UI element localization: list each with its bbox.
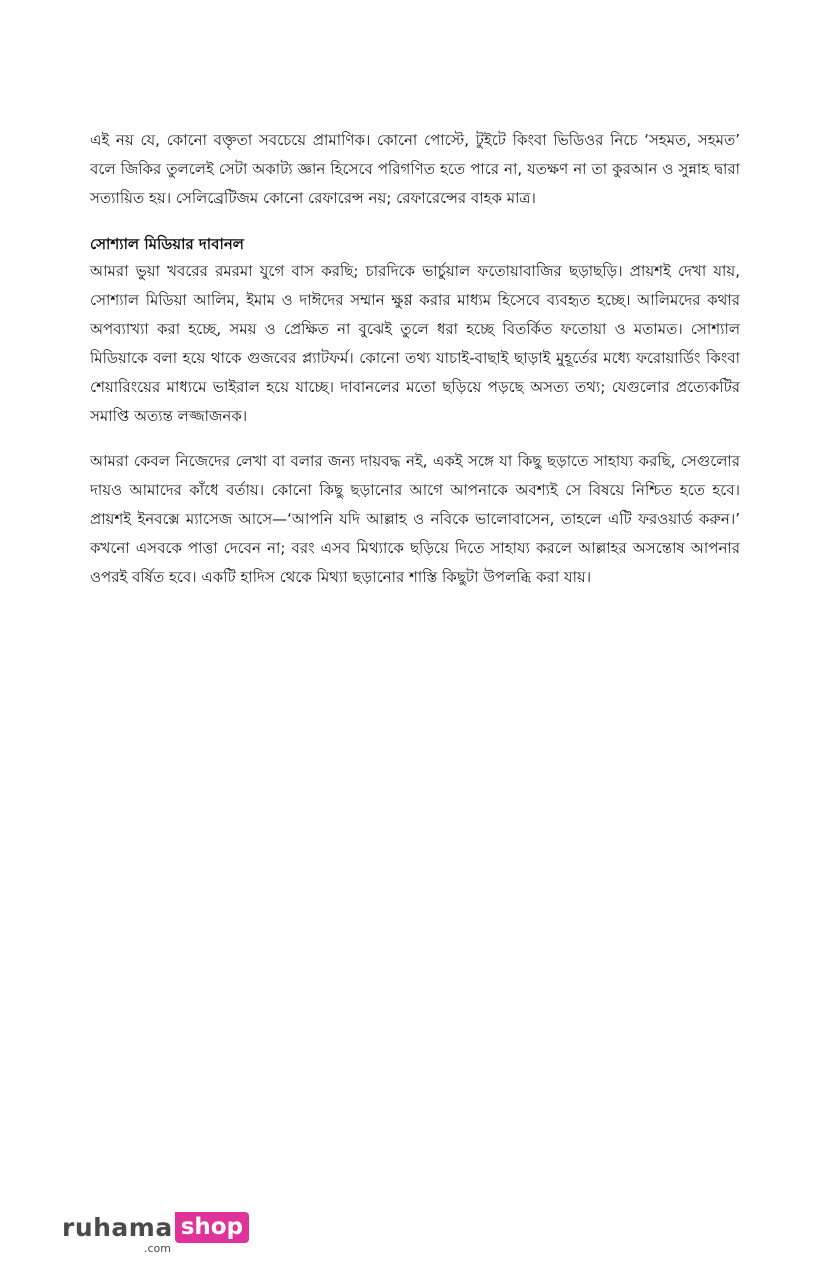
section-paragraph-2: আমরা কেবল নিজেদের লেখা বা বলার জন্য দায়বদ্ধ নই, একই সঙ্গে যা কিছু ছড়াতে সাহায্য করছি, সেগুলোর দায়ও আমাদের কাঁধে বর্তায়। কোনো কিছু ছড়ানোর আগে আপনাকে অবশ্যই সে বিষয়ে নিশ্চিত হতে হবে। প্রায়শই ইনবক্সে ম্যাসেজ আসে—‘আপনি যদি আল্লাহ ও নবিকে ভালোবাসেন, তাহলে এটি ফরওয়ার্ড করুন।’ কখনো এসবকে পাত্তা দেবেন না; বরং এসব মিথ্যাকে ছড়িয়ে দিতে সাহায্য করলে আল্লাহর অসন্তোষ আপনার ওপরই বর্ষিত হবে। একটি হাদিস থেকে মিথ্যা ছড়ানোর শাস্তি কিছুটা উপলব্ধি করা যায়।: [90, 452, 740, 586]
logo-domain: .com: [144, 1242, 171, 1255]
section-heading: সোশ্যাল মিডিয়ার দাবানল: [90, 235, 244, 253]
logo-word: ruhama: [62, 1213, 173, 1242]
section-paragraph-1: আমরা ভুয়া খবরের রমরমা যুগে বাস করছি; চারদিকে ভার্চুয়াল ফতোয়াবাজির ছড়াছড়ি। প্রায়শই দেখা যায়, সোশ্যাল মিডিয়া আলিম, ইমাম ও দাঈদের সম্মান ক্ষুণ্ণ করার মাধ্যম হিসেবে ব্যবহৃত হচ্ছে। আলিমদের কথার অপব্যাখ্যা করা হচ্ছে, সময় ও প্রেক্ষিত না বুঝেই তুলে ধরা হচ্ছে বিতর্কিত ফতোয়া ও মতামত। সোশ্যাল মিডিয়াকে বলা হয়ে থাকে গুজবের প্ল্যাটফর্ম। কোনো তথ্য যাচাই-বাছাই ছাড়াই মুহূর্তের মধ্যে ফরোয়ার্ডিং কিংবা শেয়ারিংয়ের মাধ্যমে ভাইরাল হয়ে যাচ্ছে। দাবানলের মতো ছড়িয়ে পড়ছে অসত্য তথ্য; যেগুলোর প্রত্যেকটির সমাপ্তি অত্যন্ত লজ্জাজনক।: [90, 262, 740, 425]
paragraph-gap: [90, 213, 740, 231]
page-content: [90, 126, 740, 592]
paragraph-gap: [90, 431, 740, 447]
logo-badge: shop: [175, 1212, 249, 1243]
intro-paragraph: এই নয় যে, কোনো বক্তৃতা সবচেয়ে প্রামাণিক। কোনো পোস্টে, টুইটে কিংবা ভিডিওর নিচে ‘সহমত, সহমত’ বলে জিকির তুললেই সেটা অকাট্য জ্ঞান হিসেবে পরিগণিত হতে পারে না, যতক্ষণ না তা কুরআন ও সুন্নাহ দ্বারা সত্যায়িত হয়। সেলিব্রেটিজম কোনো রেফারেন্স নয়; রেফারেন্সের বাহক মাত্র।: [90, 131, 740, 207]
ruhamashop-logo: [62, 1212, 249, 1260]
